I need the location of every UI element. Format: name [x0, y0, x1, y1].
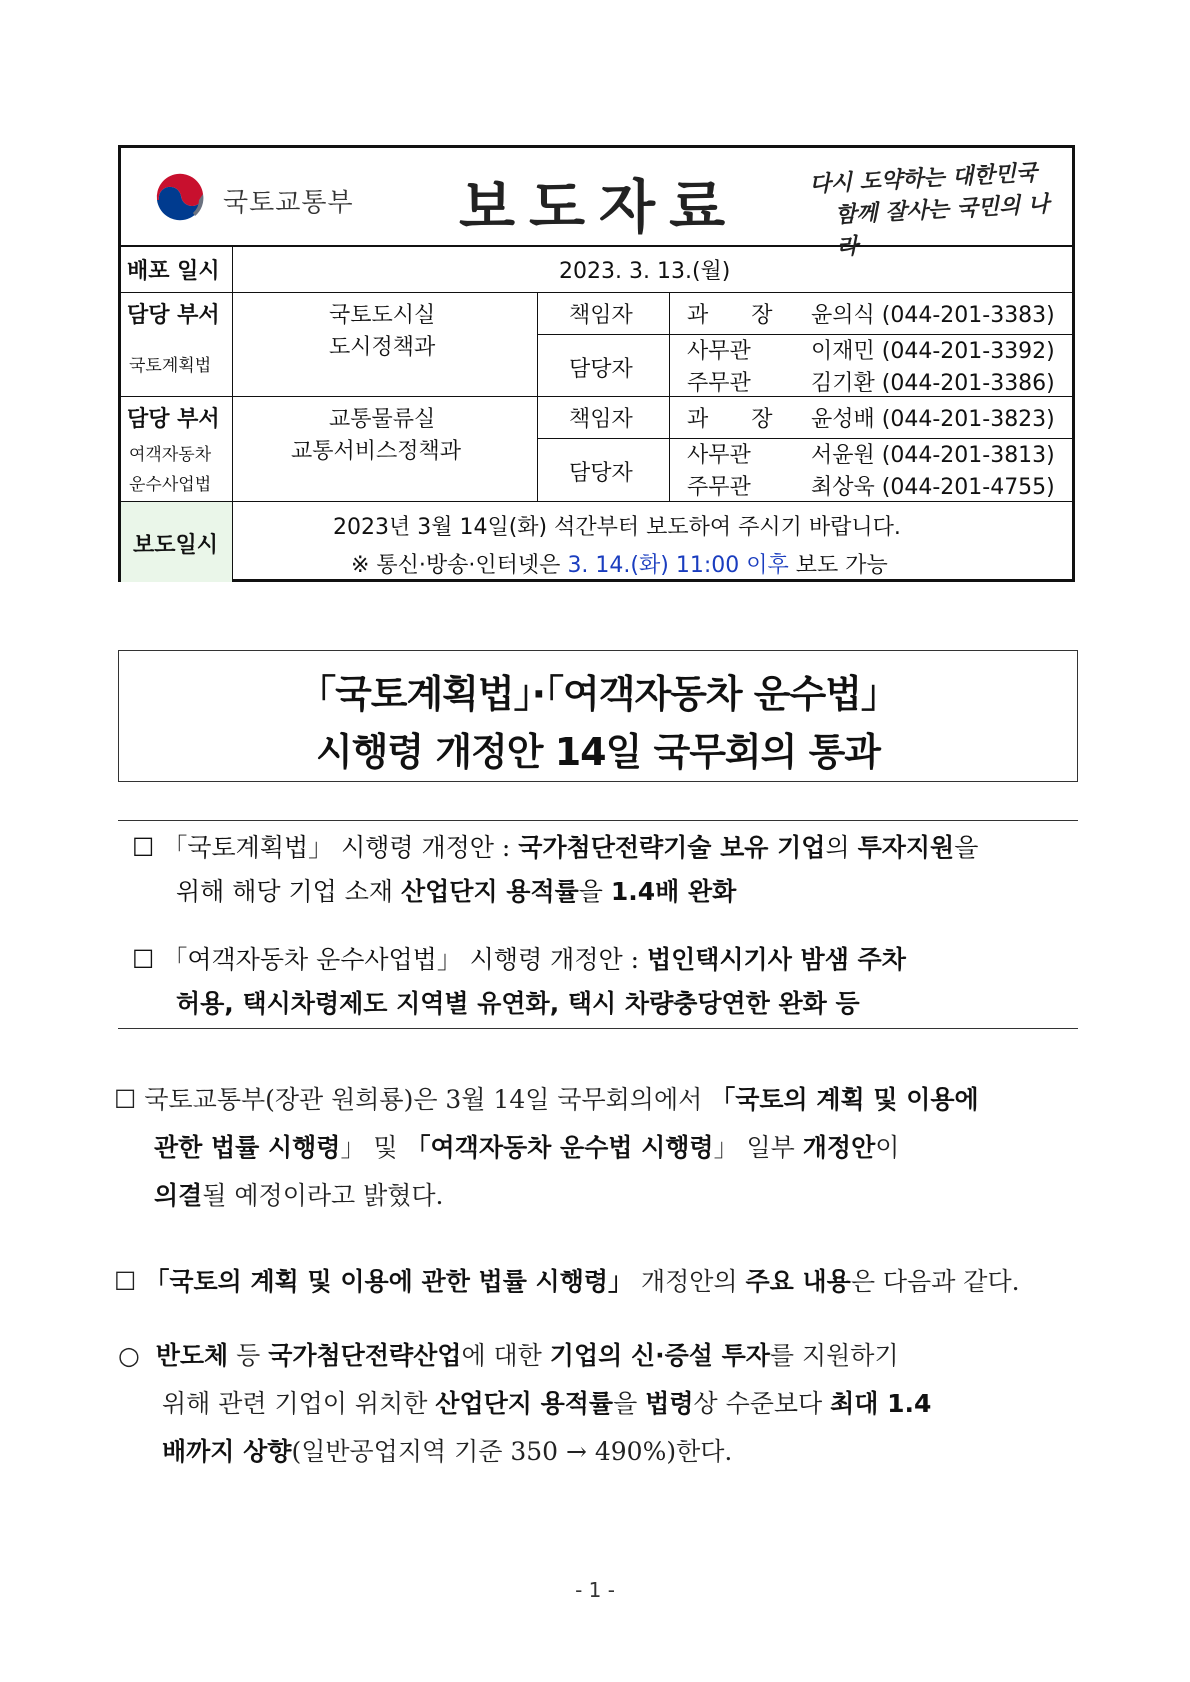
dept1-resp-title: 과 장: [687, 303, 791, 328]
dept1-sub: 국토계획법: [129, 356, 212, 376]
dist-date: 2023. 3. 13.(월): [559, 259, 731, 284]
dept2-staff-label: 담당자: [569, 461, 633, 486]
dept2-staff2-title: 주무관: [687, 475, 751, 500]
dept1-staff2-person: 김기환 (044-201-3386): [811, 371, 1055, 396]
p3-line3: 배까지 상향(일반공업지역 기준 350 → 490%)한다.: [162, 1437, 733, 1466]
dept2-staff1-person: 서윤원 (044-201-3813): [811, 443, 1055, 468]
summary-bottom-rule: [118, 1028, 1078, 1029]
headline-line1: 「국토계획법」·「여객자동차 운수법」: [298, 672, 898, 716]
ministry-name: 국토교통부: [223, 188, 354, 218]
ministry-logo-icon: [149, 170, 211, 225]
p1-line3: 의결될 예정이라고 밝혔다.: [154, 1181, 444, 1210]
p1-line1: ☐ 국토교통부(장관 원희룡)은 3월 14일 국무회의에서 「국토의 계획 및 이용에: [114, 1085, 979, 1114]
dept1-staff1-person: 이재민 (044-201-3392): [811, 339, 1055, 364]
dept1-staff-label: 담당자: [569, 357, 633, 382]
summary-item2-line1: ☐ 「여객자동차 운수사업법」 시행령 개정안 : 법인택시기사 밤샘 주차: [132, 945, 906, 974]
slogan: [809, 156, 1064, 265]
dept1-resp-person: 윤의식 (044-201-3383): [811, 303, 1055, 328]
dept1-label: 담당 부서: [127, 303, 220, 328]
release-note-suffix: 보도 가능: [788, 553, 888, 578]
slogan-line2: 함께 잘사는 국민의 나라: [834, 191, 1050, 261]
row-divider: [121, 292, 1072, 293]
label-column-divider: [232, 245, 233, 582]
p3-line1: ○ 반도체 등 국가첨단전략산업에 대한 기업의 신·증설 투자를 지원하기: [118, 1341, 899, 1370]
dept2-resp-person: 윤성배 (044-201-3823): [811, 407, 1055, 432]
release-line1: 2023년 3월 14일(화) 석간부터 보도하여 주시기 바랍니다.: [333, 515, 901, 540]
dept1-office: 국토도시실: [329, 303, 436, 328]
summary-item1-line1: ☐ 「국토계획법」 시행령 개정안 : 국가첨단전략기술 보유 기업의 투자지원을: [132, 833, 979, 862]
dept2-division: 교통서비스정책과: [291, 439, 462, 464]
col-divider: [537, 292, 538, 501]
document-type-title: 보도자료: [459, 173, 740, 241]
dept2-sub2: 운수사업법: [129, 475, 212, 495]
checkbox-icon: ☐: [114, 1267, 137, 1296]
p1-line2: 관한 법률 시행령」 및 「여객자동차 운수법 시행령」 일부 개정안이: [154, 1133, 900, 1162]
dept1-staff2-title: 주무관: [687, 371, 751, 396]
dept1-division: 도시정책과: [329, 335, 436, 360]
dept1-staff1-title: 사무관: [687, 339, 751, 364]
bullet-circle-icon: ○: [118, 1341, 140, 1370]
header-banner: [121, 148, 1072, 261]
checkbox-icon: ☐: [114, 1085, 137, 1114]
p2-line1: ☐ 「국토의 계획 및 이용에 관한 법률 시행령」 개정안의 주요 내용은 다음과 같다.: [114, 1267, 1020, 1296]
row-divider: [121, 501, 1072, 502]
press-release-header: [118, 145, 1075, 582]
dept2-label: 담당 부서: [127, 407, 220, 432]
dept2-resp-label: 책임자: [569, 407, 633, 432]
summary-top-rule: [118, 820, 1078, 821]
checkbox-icon: ☐: [132, 833, 155, 862]
dept1-resp-label: 책임자: [569, 303, 633, 328]
dept2-sub1: 여객자동차: [129, 445, 212, 465]
release-note: [351, 548, 888, 579]
summary-item2-line2: 허용, 택시차령제도 지역별 유연화, 택시 차량충당연한 완화 등: [176, 989, 860, 1018]
checkbox-icon: ☐: [132, 945, 155, 974]
dept2-staff1-title: 사무관: [687, 443, 751, 468]
dept2-resp-title: 과 장: [687, 407, 791, 432]
dept2-staff2-person: 최상욱 (044-201-4755): [811, 475, 1055, 500]
page-number: - 1 -: [575, 1578, 615, 1602]
p3-line2: 위해 관련 기업이 위치한 산업단지 용적률을 법령상 수준보다 최대 1.4: [162, 1389, 932, 1418]
dist-label: 배포 일시: [127, 259, 220, 284]
release-label: 보도일시: [133, 533, 219, 558]
release-note-time: 3. 14.(화) 11:00 이후: [567, 553, 789, 578]
headline-box: [118, 650, 1078, 782]
col-divider: [669, 292, 670, 501]
release-note-prefix: ※ 통신·방송·인터넷은: [351, 553, 568, 578]
dept2-office: 교통물류실: [329, 407, 436, 432]
summary-item1-line2: 위해 해당 기업 소재 산업단지 용적률을 1.4배 완화: [176, 877, 737, 906]
headline-line2: 시행령 개정안 14일 국무회의 통과: [315, 730, 880, 774]
slogan-line1: 다시 도약하는 대한민국: [808, 159, 1038, 198]
